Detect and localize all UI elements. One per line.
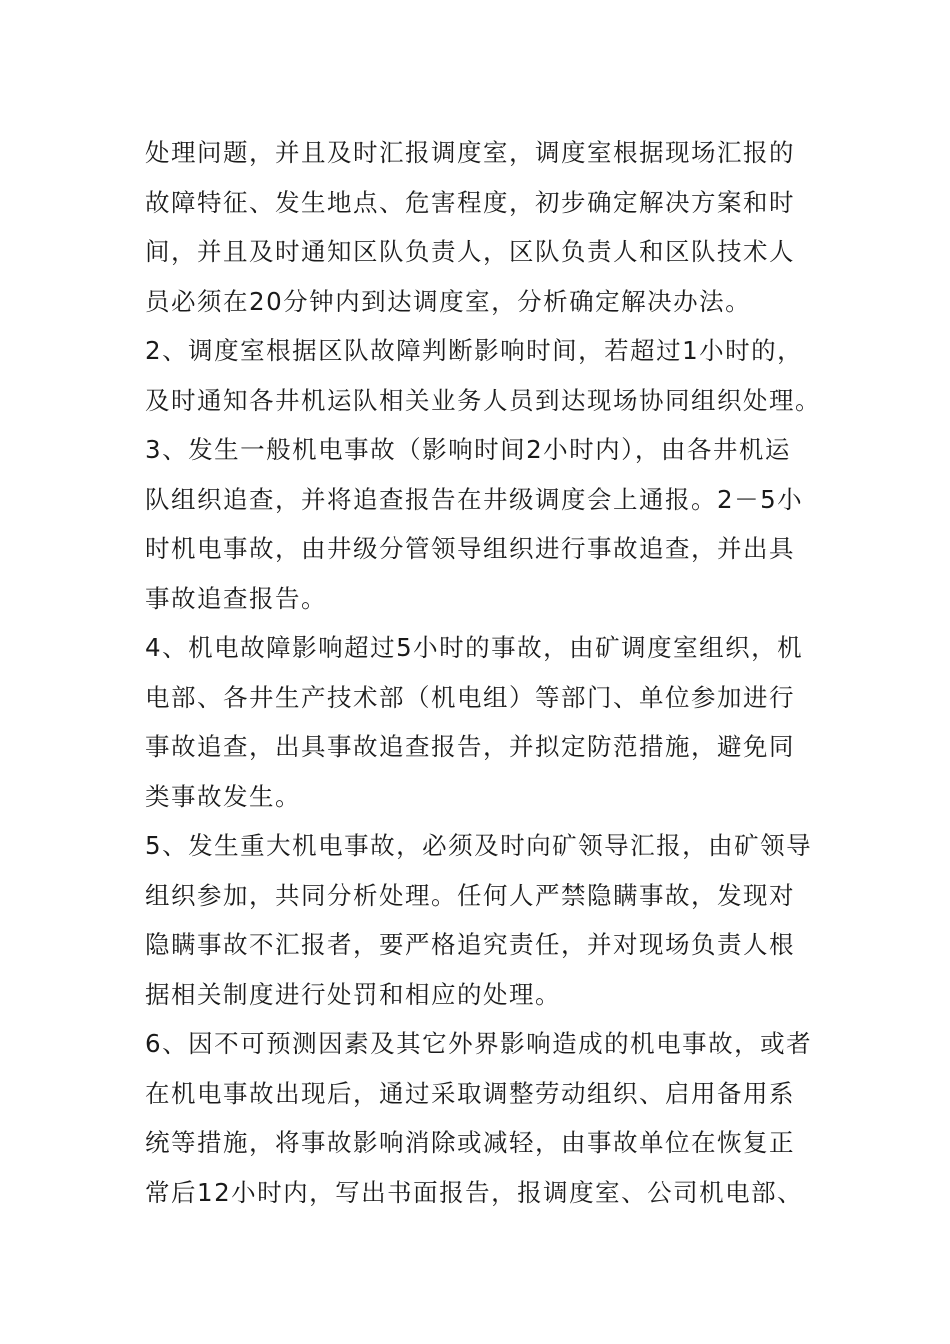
text-line: 及时通知各井机运队相关业务人员到达现场协同组织处理。 bbox=[145, 385, 821, 415]
text-line: 处理问题，并且及时汇报调度室，调度室根据现场汇报的 bbox=[145, 138, 795, 167]
text-line: 队组织追查，并将追查报告在井级调度会上通报。2－5小 bbox=[145, 484, 804, 514]
text-line: 常后12小时内，写出书面报告，报调度室、公司机电部、 bbox=[145, 1177, 804, 1207]
text-line: 事故追查，出具事故追查报告，并拟定防范措施，避免同 bbox=[145, 732, 795, 761]
text-line: 事故追查报告。 bbox=[145, 583, 327, 613]
text-line: 3、发生一般机电事故（影响时间2小时内），由各井机运 bbox=[145, 435, 791, 464]
text-line: 据相关制度进行处罚和相应的处理。 bbox=[145, 979, 561, 1009]
text-line: 在机电事故出现后，通过采取调整劳动组织、启用备用系 bbox=[145, 1078, 795, 1108]
text-line: 电部、各井生产技术部（机电组）等部门、单位参加进行 bbox=[145, 682, 795, 712]
document-body bbox=[145, 128, 821, 1217]
text-line: 组织参加，共同分析处理。任何人严禁隐瞒事故，发现对 bbox=[145, 880, 795, 910]
text-line: 5、发生重大机电事故，必须及时向矿领导汇报，由矿领导 bbox=[145, 831, 813, 860]
text-line: 2、调度室根据区队故障判断影响时间，若超过1小时的， bbox=[145, 336, 804, 365]
text-line: 时机电事故，由井级分管领导组织进行事故追查，并出具 bbox=[145, 534, 795, 563]
text-line: 统等措施，将事故影响消除或减轻，由事故单位在恢复正 bbox=[145, 1128, 795, 1157]
text-line: 故障特征、发生地点、危害程度，初步确定解决方案和时 bbox=[145, 187, 795, 217]
text-line: 6、因不可预测因素及其它外界影响造成的机电事故，或者 bbox=[145, 1029, 813, 1058]
text-line: 间，并且及时通知区队负责人，区队负责人和区队技术人 bbox=[145, 237, 795, 266]
text-line: 员必须在20分钟内到达调度室，分析确定解决办法。 bbox=[145, 286, 752, 316]
text-line: 4、机电故障影响超过5小时的事故，由矿调度室组织，机 bbox=[145, 633, 804, 662]
text-line: 类事故发生。 bbox=[145, 781, 301, 811]
text-line: 隐瞒事故不汇报者，要严格追究责任，并对现场负责人根 bbox=[145, 930, 795, 959]
